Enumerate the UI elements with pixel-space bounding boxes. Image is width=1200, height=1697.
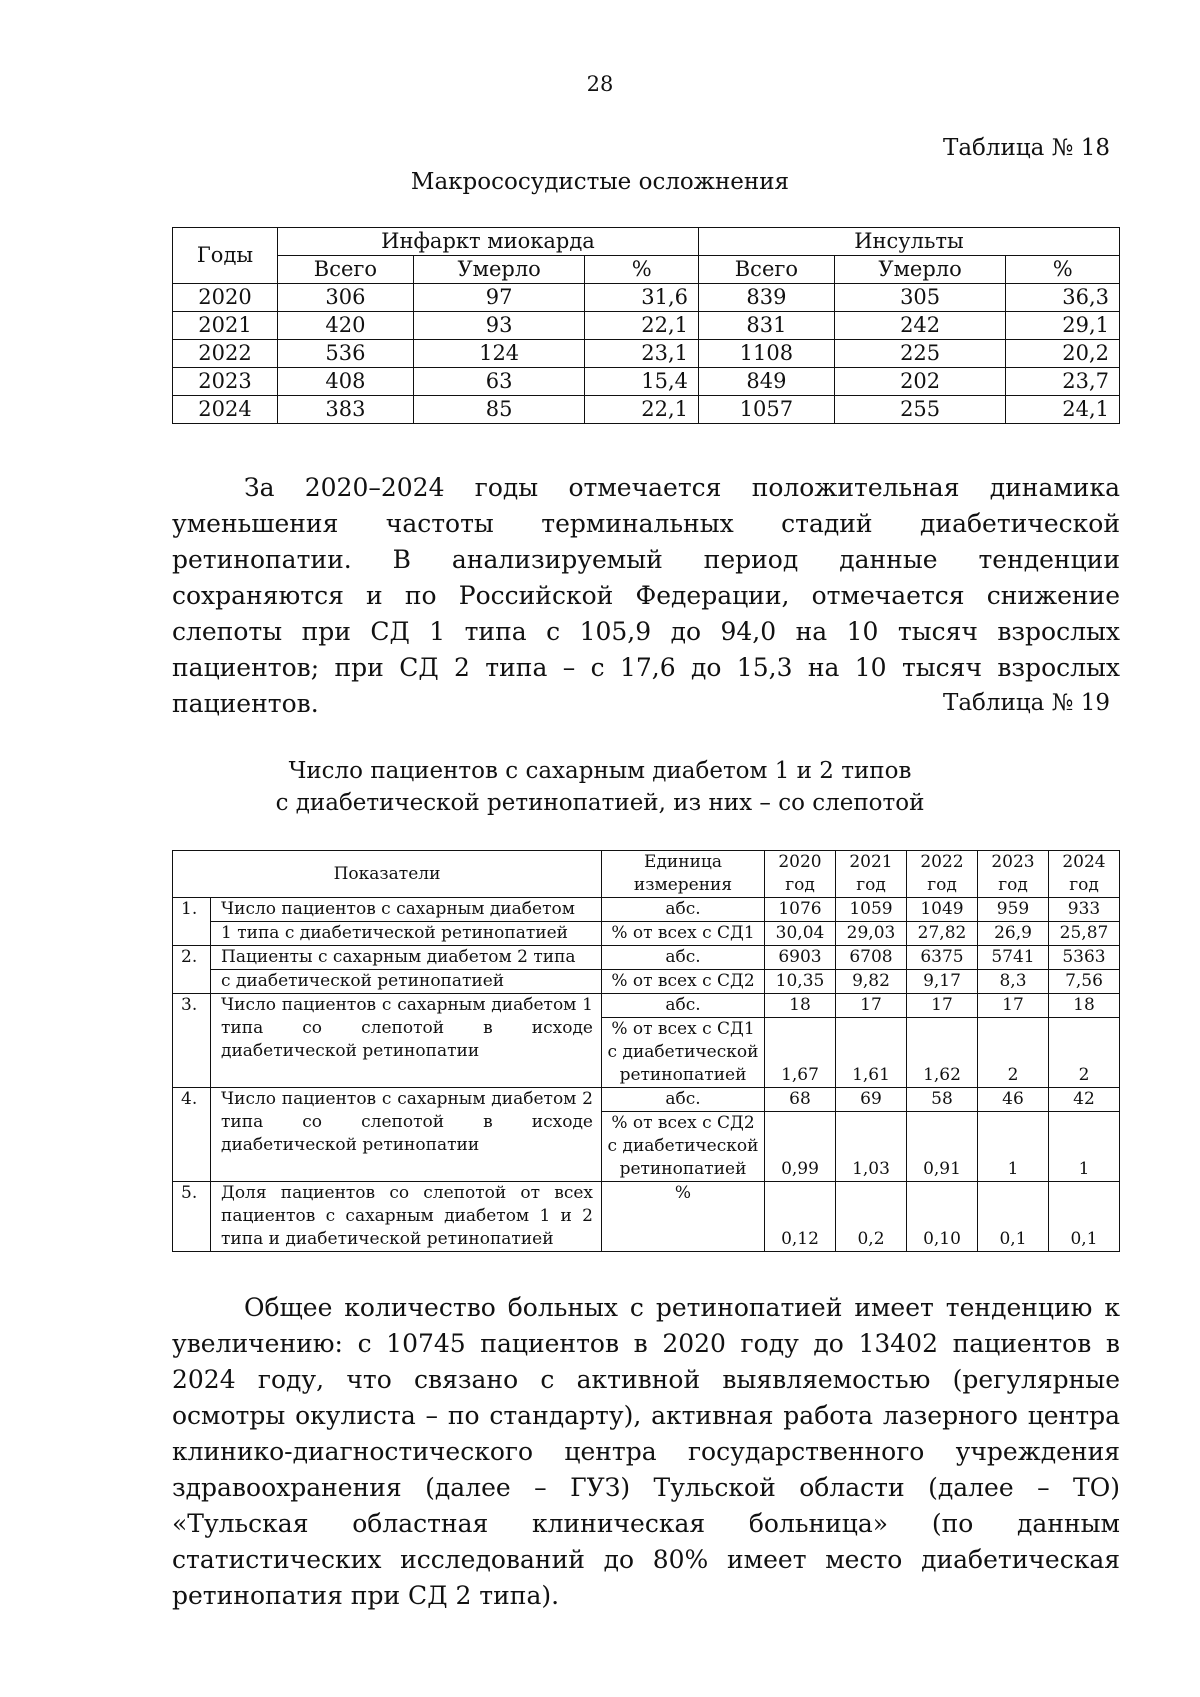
cell-value: 1108 bbox=[698, 340, 834, 368]
row-number: 3. bbox=[173, 994, 211, 1088]
cell-value: 2 bbox=[1049, 1018, 1120, 1088]
cell-value: 536 bbox=[278, 340, 414, 368]
table-row bbox=[173, 898, 1120, 922]
cell-value: 2 bbox=[978, 1018, 1049, 1088]
cell-value: 0,10 bbox=[907, 1182, 978, 1252]
header-year-2021 bbox=[836, 851, 907, 898]
cell-value: 17 bbox=[907, 994, 978, 1018]
cell-value: 124 bbox=[413, 340, 585, 368]
cell-value: 202 bbox=[834, 368, 1006, 396]
table-row bbox=[173, 284, 1120, 312]
header-year-2022 bbox=[907, 851, 978, 898]
cell-value: 0,1 bbox=[1049, 1182, 1120, 1252]
row-number: 1. bbox=[173, 898, 211, 946]
table-row bbox=[173, 1088, 1120, 1112]
row-label: Число пациентов с сахарным диабетом 2 типа со слепотой в исходе диабетической ретинопатии bbox=[211, 1088, 602, 1182]
row-unit-line: с диабетической bbox=[607, 1136, 759, 1156]
cell-value: 1059 bbox=[836, 898, 907, 922]
cell-value: 383 bbox=[278, 396, 414, 424]
cell-value: 69 bbox=[836, 1088, 907, 1112]
table-18-caption: Таблица № 18 bbox=[943, 135, 1110, 161]
cell-value: 420 bbox=[278, 312, 414, 340]
table-19 bbox=[172, 850, 1120, 1252]
cell-value: 10,35 bbox=[765, 970, 836, 994]
row-number: 4. bbox=[173, 1088, 211, 1182]
year-word: год bbox=[927, 875, 957, 895]
page-number: 28 bbox=[586, 72, 614, 96]
cell-value: 36,3 bbox=[1006, 284, 1120, 312]
cell-year: 2024 bbox=[173, 396, 278, 424]
row-number: 5. bbox=[173, 1182, 211, 1252]
cell-value: 42 bbox=[1049, 1088, 1120, 1112]
cell-value: 6903 bbox=[765, 946, 836, 970]
cell-value: 959 bbox=[978, 898, 1049, 922]
table-19-title-line-2: с диабетической ретинопатией, из них – со слепотой bbox=[275, 790, 925, 816]
cell-year: 2020 bbox=[173, 284, 278, 312]
row-label: Доля пациентов со слепотой от всех пациентов с сахарным диабетом 1 и 2 типа и диабетической ретинопатией bbox=[211, 1182, 602, 1252]
year-label: 2020 bbox=[778, 852, 822, 872]
cell-value: 255 bbox=[834, 396, 1006, 424]
cell-value: 17 bbox=[836, 994, 907, 1018]
header-unit-line-2: измерения bbox=[633, 875, 733, 895]
paragraph-2 bbox=[172, 1290, 1120, 1614]
header-unit bbox=[602, 851, 765, 898]
cell-value: 849 bbox=[698, 368, 834, 396]
header-unit-line-1: Единица bbox=[644, 852, 722, 872]
row-label: Число пациентов с сахарным диабетом 1 типа со слепотой в исходе диабетической ретинопатии bbox=[211, 994, 602, 1088]
cell-year: 2023 bbox=[173, 368, 278, 396]
cell-value: 0,1 bbox=[978, 1182, 1049, 1252]
cell-value: 1 bbox=[978, 1112, 1049, 1182]
header-year-2020 bbox=[765, 851, 836, 898]
table-row bbox=[173, 1182, 1120, 1252]
year-label: 2023 bbox=[991, 852, 1035, 872]
cell-value: 408 bbox=[278, 368, 414, 396]
header-died: Умерло bbox=[834, 256, 1006, 284]
cell-value: 24,1 bbox=[1006, 396, 1120, 424]
cell-value: 25,87 bbox=[1049, 922, 1120, 946]
cell-value: 30,04 bbox=[765, 922, 836, 946]
year-label: 2024 bbox=[1062, 852, 1106, 872]
row-unit: % bbox=[602, 1182, 765, 1252]
cell-value: 22,1 bbox=[585, 312, 699, 340]
cell-value: 1,03 bbox=[836, 1112, 907, 1182]
table-row bbox=[173, 946, 1120, 970]
cell-value: 27,82 bbox=[907, 922, 978, 946]
row-unit bbox=[602, 1112, 765, 1182]
cell-value: 9,82 bbox=[836, 970, 907, 994]
table-row bbox=[173, 970, 1120, 994]
header-years: Годы bbox=[173, 228, 278, 284]
cell-value: 97 bbox=[413, 284, 585, 312]
cell-value: 31,6 bbox=[585, 284, 699, 312]
cell-value: 1 bbox=[1049, 1112, 1120, 1182]
table-row bbox=[173, 368, 1120, 396]
row-unit-line: с диабетической bbox=[607, 1042, 759, 1062]
cell-value: 1,61 bbox=[836, 1018, 907, 1088]
year-word: год bbox=[785, 875, 815, 895]
row-unit: абс. bbox=[602, 946, 765, 970]
cell-value: 0,12 bbox=[765, 1182, 836, 1252]
cell-value: 0,99 bbox=[765, 1112, 836, 1182]
cell-value: 225 bbox=[834, 340, 1006, 368]
cell-value: 22,1 bbox=[585, 396, 699, 424]
year-word: год bbox=[998, 875, 1028, 895]
cell-value: 5741 bbox=[978, 946, 1049, 970]
cell-value: 29,1 bbox=[1006, 312, 1120, 340]
cell-value: 23,1 bbox=[585, 340, 699, 368]
cell-value: 0,2 bbox=[836, 1182, 907, 1252]
paragraph-2-text: Общее количество больных с ретинопатией имеет тенденцию к увеличению: с 10745 пациентов в 2020 году до 13402 пациентов в 2024 году, что связано с активной выявляемостью (регулярные осмотры окулиста – по стандарту), активная работа лазерного центра клинико-диагностического центра государственного учреждения здравоохранения (далее – ГУЗ) Тульской области (далее – ТО) «Тульская областная клиническая больница» (по данным статистических исследований до 80% имеет место диабетическая ретинопатия при СД 2 типа). bbox=[172, 1293, 1120, 1610]
cell-value: 7,56 bbox=[1049, 970, 1120, 994]
cell-value: 831 bbox=[698, 312, 834, 340]
row-unit-line: % от всех с СД2 bbox=[611, 1113, 755, 1133]
cell-value: 6375 bbox=[907, 946, 978, 970]
table-19-caption: Таблица № 19 bbox=[943, 690, 1110, 716]
cell-value: 1076 bbox=[765, 898, 836, 922]
cell-value: 305 bbox=[834, 284, 1006, 312]
header-indicators: Показатели bbox=[173, 851, 602, 898]
cell-value: 46 bbox=[978, 1088, 1049, 1112]
cell-value: 1057 bbox=[698, 396, 834, 424]
cell-value: 15,4 bbox=[585, 368, 699, 396]
header-total: Всего bbox=[278, 256, 414, 284]
cell-value: 18 bbox=[1049, 994, 1120, 1018]
header-pct: % bbox=[585, 256, 699, 284]
header-total: Всего bbox=[698, 256, 834, 284]
cell-value: 6708 bbox=[836, 946, 907, 970]
year-label: 2022 bbox=[920, 852, 964, 872]
row-unit: абс. bbox=[602, 994, 765, 1018]
cell-value: 1,62 bbox=[907, 1018, 978, 1088]
cell-value: 93 bbox=[413, 312, 585, 340]
table-row bbox=[173, 340, 1120, 368]
table-row bbox=[173, 922, 1120, 946]
header-infarct: Инфаркт миокарда bbox=[278, 228, 699, 256]
row-label: с диабетической ретинопатией bbox=[211, 970, 602, 994]
header-year-2024 bbox=[1049, 851, 1120, 898]
cell-value: 58 bbox=[907, 1088, 978, 1112]
year-label: 2021 bbox=[849, 852, 893, 872]
row-unit: % от всех с СД1 bbox=[602, 922, 765, 946]
year-word: год bbox=[856, 875, 886, 895]
cell-value: 5363 bbox=[1049, 946, 1120, 970]
cell-value: 26,9 bbox=[978, 922, 1049, 946]
paragraph-1 bbox=[172, 470, 1120, 722]
cell-value: 1049 bbox=[907, 898, 978, 922]
header-stroke: Инсульты bbox=[698, 228, 1119, 256]
row-unit-line: ретинопатией bbox=[619, 1065, 747, 1085]
cell-value: 8,3 bbox=[978, 970, 1049, 994]
cell-value: 18 bbox=[765, 994, 836, 1018]
cell-year: 2022 bbox=[173, 340, 278, 368]
table-18 bbox=[172, 227, 1120, 424]
table-row bbox=[173, 994, 1120, 1018]
cell-value: 839 bbox=[698, 284, 834, 312]
cell-value: 9,17 bbox=[907, 970, 978, 994]
row-unit: абс. bbox=[602, 898, 765, 922]
cell-year: 2021 bbox=[173, 312, 278, 340]
year-word: год bbox=[1069, 875, 1099, 895]
row-unit bbox=[602, 1018, 765, 1088]
row-unit: абс. bbox=[602, 1088, 765, 1112]
cell-value: 242 bbox=[834, 312, 1006, 340]
table-19-title-line-1: Число пациентов с сахарным диабетом 1 и 2 типов bbox=[288, 758, 912, 784]
row-number: 2. bbox=[173, 946, 211, 994]
table-row bbox=[173, 396, 1120, 424]
cell-value: 306 bbox=[278, 284, 414, 312]
header-died: Умерло bbox=[413, 256, 585, 284]
row-unit-line: % от всех с СД1 bbox=[611, 1019, 755, 1039]
cell-value: 1,67 bbox=[765, 1018, 836, 1088]
table-18-title: Макрососудистые осложнения bbox=[410, 169, 790, 195]
cell-value: 29,03 bbox=[836, 922, 907, 946]
row-label: Пациенты с сахарным диабетом 2 типа bbox=[211, 946, 602, 970]
cell-value: 23,7 bbox=[1006, 368, 1120, 396]
row-unit-line: ретинопатией bbox=[619, 1159, 747, 1179]
header-pct: % bbox=[1006, 256, 1120, 284]
cell-value: 0,91 bbox=[907, 1112, 978, 1182]
row-unit: % от всех с СД2 bbox=[602, 970, 765, 994]
cell-value: 85 bbox=[413, 396, 585, 424]
row-label: Число пациентов с сахарным диабетом bbox=[211, 898, 602, 922]
header-year-2023 bbox=[978, 851, 1049, 898]
table-row bbox=[173, 312, 1120, 340]
cell-value: 68 bbox=[765, 1088, 836, 1112]
cell-value: 17 bbox=[978, 994, 1049, 1018]
paragraph-1-text: За 2020–2024 годы отмечается положительная динамика уменьшения частоты терминальных стадий диабетической ретинопатии. В анализируемый период данные тенденции сохраняются и по Российской Федерации, отмечается снижение слепоты при СД 1 типа с 105,9 до 94,0 на 10 тысяч взрослых пациентов; при СД 2 типа – с 17,6 до 15,3 на 10 тысяч взрослых пациентов. bbox=[172, 473, 1120, 718]
cell-value: 933 bbox=[1049, 898, 1120, 922]
row-label: 1 типа с диабетической ретинопатией bbox=[211, 922, 602, 946]
cell-value: 20,2 bbox=[1006, 340, 1120, 368]
cell-value: 63 bbox=[413, 368, 585, 396]
